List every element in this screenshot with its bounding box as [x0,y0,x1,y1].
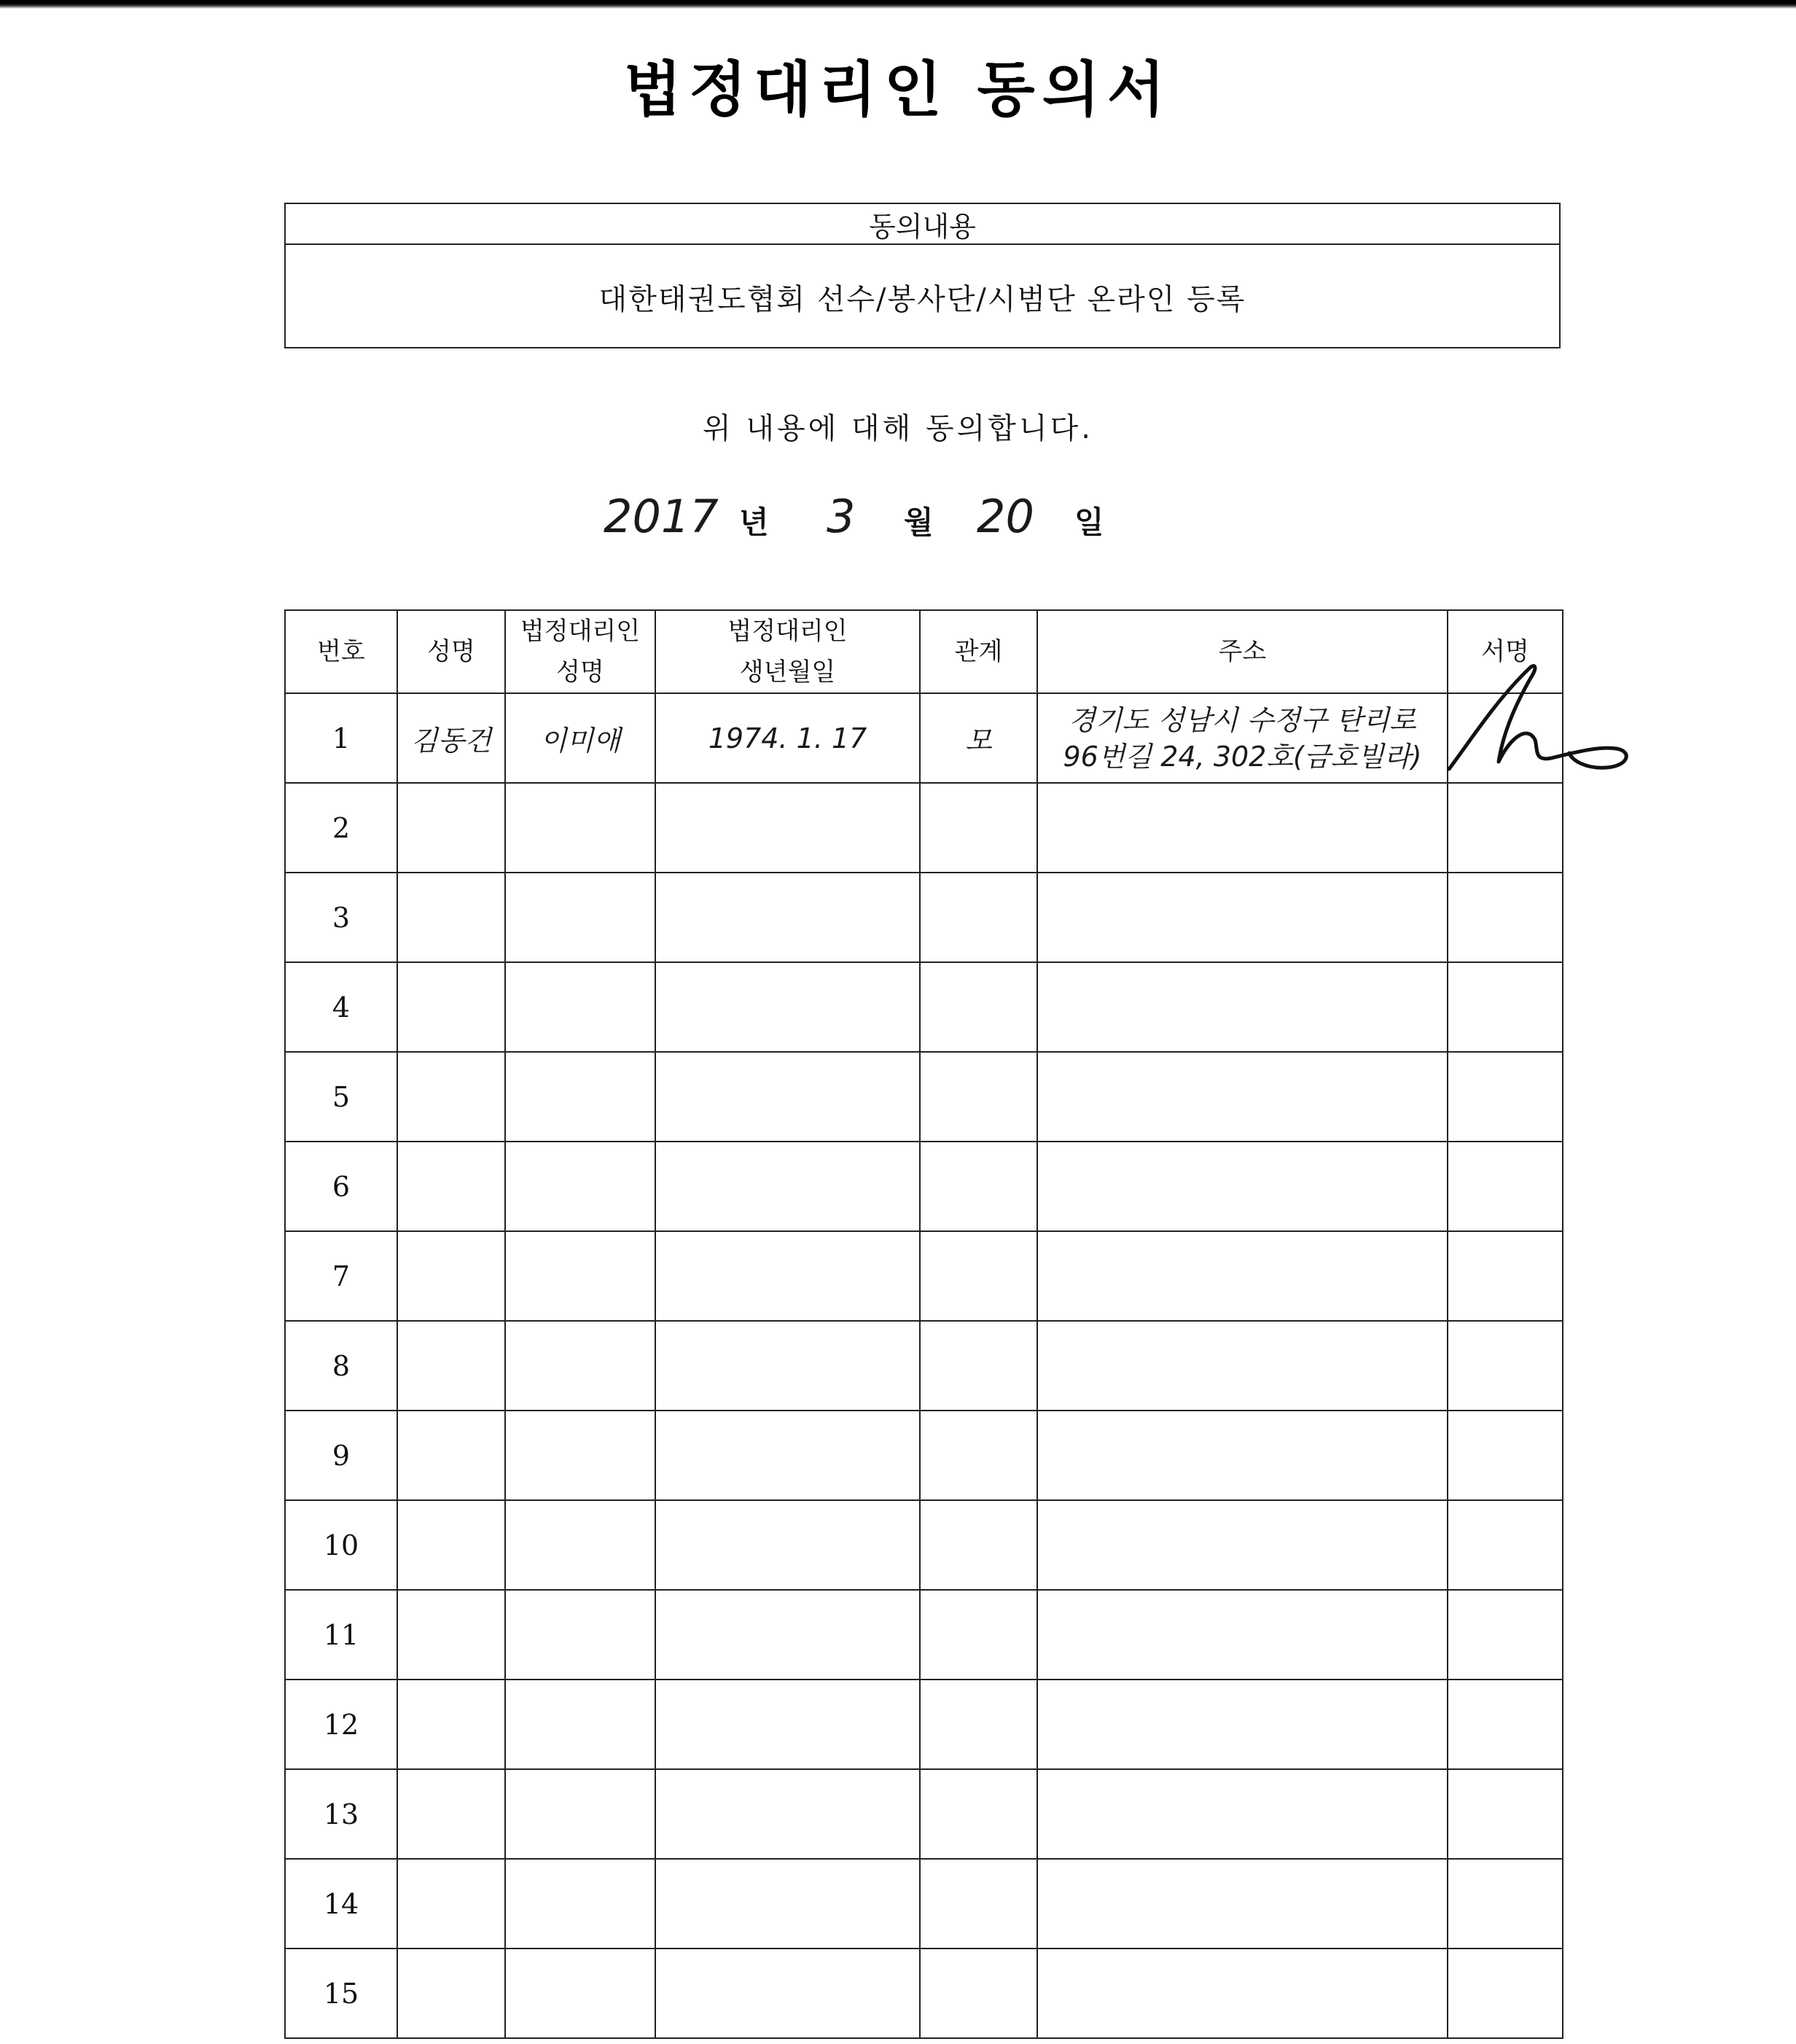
row-number: 10 [285,1500,397,1590]
row-number: 2 [285,783,397,873]
table-row [285,1949,1563,2038]
header-guardian-name-line2: 성명 [556,658,604,687]
address-handwritten [1037,693,1448,783]
table-row [285,693,1563,783]
header-name: 성명 [397,610,505,693]
header-address: 주소 [1037,610,1448,693]
table-row [285,1321,1563,1411]
date-month-handwritten: 3 [827,490,856,543]
date-year-label: 년 [739,504,769,540]
scan-edge [0,0,1796,9]
row-number: 8 [285,1321,397,1411]
table-row [285,873,1563,962]
table-row [285,1231,1563,1321]
document-title: 법정대리인 동의서 [623,55,1173,125]
row-number: 12 [285,1680,397,1769]
guardian-name-handwritten: 이미애 [505,693,655,783]
address-line-1: 경기도 성남시 수정구 탄리로 [1069,703,1416,736]
header-relation: 관계 [920,610,1037,693]
row-number: 6 [285,1142,397,1231]
table-row [285,1411,1563,1500]
header-guardian-name [505,610,655,693]
table-row [285,1052,1563,1142]
header-guardian-name-line1: 법정대리인 [520,617,641,646]
header-guardian-birth-line2: 생년월일 [739,658,836,687]
student-name-handwritten: 김동건 [397,693,505,783]
date-day-label: 일 [1074,504,1104,540]
row-number: 11 [285,1590,397,1680]
row-number: 9 [285,1411,397,1500]
row-number: 1 [285,693,397,783]
consent-header: 동의내용 [286,204,1559,245]
row-number: 13 [285,1769,397,1859]
row-number: 7 [285,1231,397,1321]
handwritten-signature [1442,660,1640,784]
table-row [285,962,1563,1052]
header-signature: 서명 [1448,610,1563,693]
consent-text: 대한태권도협회 선수/봉사단/시범단 온라인 등록 [598,282,1246,316]
table-row [285,1859,1563,1949]
date-day-handwritten: 20 [977,490,1034,543]
table-row [285,1142,1563,1231]
row-number: 14 [285,1859,397,1949]
table-row [285,783,1563,873]
row-number: 15 [285,1949,397,2038]
table-row [285,1590,1563,1680]
row-number: 3 [285,873,397,962]
row-number: 5 [285,1052,397,1142]
row-number: 4 [285,962,397,1052]
guardian-birth-handwritten: 1974. 1. 17 [655,693,920,783]
header-no: 번호 [285,610,397,693]
table-row [285,1500,1563,1590]
address-line-2: 96번길 24, 302호(금호빌라) [1063,740,1422,773]
consent-box [284,203,1561,348]
table-row [285,1680,1563,1769]
date-month-label: 월 [904,504,934,540]
header-guardian-birth [655,610,920,693]
registration-table [284,609,1562,2008]
header-guardian-birth-line1: 법정대리인 [727,617,848,646]
table-header-row [285,610,1563,693]
table-row [285,1769,1563,1859]
agreement-statement: 위 내용에 대해 동의합니다. [703,412,1093,445]
date-year-handwritten: 2017 [604,490,719,543]
relation-handwritten: 모 [920,693,1037,783]
